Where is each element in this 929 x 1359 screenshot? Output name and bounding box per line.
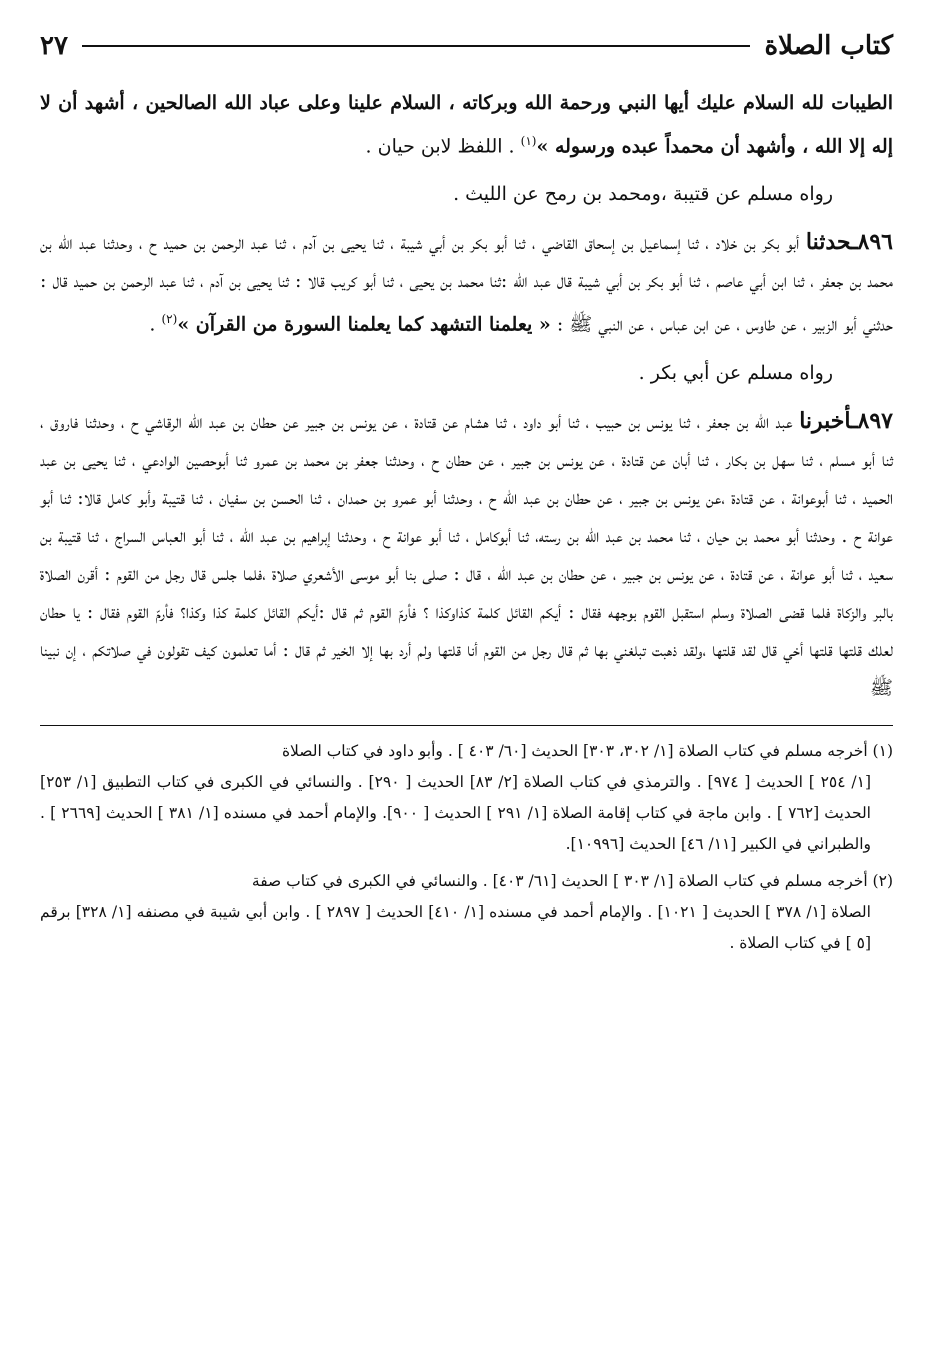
- narration-1: رواه مسلم عن قتيبة ،ومحمد بن رمح عن الليث .: [453, 183, 833, 206]
- main-text: [40, 84, 893, 707]
- book-page: [40, 28, 893, 965]
- hadith-896: [40, 223, 893, 343]
- footnote-2-first-line: (٢) أخرجه مسلم في كتاب الصلاة [١/ ٣٠٣ ] الحديث [٦١/ ٤٠٣] . والنسائي في الكبرى في كتاب صفة: [251, 871, 893, 890]
- continuation-tail: . اللفظ لابن حيان .: [365, 135, 521, 158]
- hadith-896-lead: حدثنا: [805, 229, 852, 256]
- footnote-1-continuation: [١/ ٢٥٤ ] الحديث [ ٩٧٤] . والترمذي في كتاب الصلاة [٢/ ٨٣] الحديث [ ٢٩٠] . والنسائي في الكبرى في كتاب التطبيق [١/ ٢٥٣] الحديث [٧٦٢ ] . وابن ماجة في كتاب إقامة الصلاة [١/ ٢٩١ ] الحديث [ ٩٠٠]. والإمام أحمد في مسنده [١/ ٣٨١ ] الحديث [٢٦٦٩ ] . والطبراني في الكبير [١١/ ٤٦] الحديث [١٠٩٩٦].: [40, 772, 872, 853]
- hadith-896-number: ٨٩٦ـ: [851, 229, 893, 256]
- hadith-897-text: عبد الله بن جعفر ، ثنا يونس بن حبيب ، ثنا أبو داود ، ثنا هشام عن قتادة ، عن يونس بن جبير عن حطان بن عبد الله الرقاشي ح ، وحدثنا فاروق ، ثنا أبو مسلم ، ثنا سهل بن بكار ، ثنا أبان عن قتادة ، عن يونس بن جبير ، عن حطان ح ، وحدثنا جعفر بن محمد بن عمرو ثنا أبوحصين الوادعي ، ثنا يحيى بن عبد الحميد ، ثنا أبوعوانة ، عن قتادة ،عن يونس بن جبير ، عن حطان بن عبد الله ح ، وحدثنا أبو عمرو بن حمدان ، ثنا الحسن بن سفيان ، ثنا قتيبة وأبو كامل قالا: ثنا أبو عوانة ح . وحدثنا أبو محمد بن حيان ، ثنا محمد بن عبد الله بن رسته، ثنا أبوكامل ، ثنا أبو عوانة ح ، وحدثنا إبراهيم بن عبد الله ، ثنا أبو العباس السراج ، ثنا قتيبة بن سعيد ، ثنا أبو عوانة ، عن قتادة ، عن يونس بن جبير ، عن حطان بن عبد الله ، قال : صلى بنا أبو موسى الأشعري صلاة ،فلما جلس قال رجل من القوم : أقرن الصلاة بالبر والزكاة فلما قضى الصلاة وسلم استقبل القوم بوجهه فقال : أيكم القائل كلمة كذاوكذا ؟ فأرمّ القوم ثم قال :أيكم القائل كلمة كذا وكذا؟ فأرمّ القوم فقال : يا حطان لعلك قلتها قلتها أخي قال لقد قلتها ،ولقد ذهبت تبلغني بها ثم قال رجل من القوم أنا قلتها ولم أرد بها إلا الخير ثم قال : أما تعلمون كيف تقولون في صلاتكم ، إن نبينا ﷺ: [40, 410, 893, 699]
- hadith-896-quote: « يعلمنا التشهد كما يعلمنا السورة من القرآن »: [177, 313, 551, 336]
- continuation-bold-text: الطيبات لله السلام عليك أيها النبي ورحمة الله وبركاته ، السلام علينا وعلى عباد الله الصالحين ، أشهد أن لا إله إلا الله ، وأشهد أن محمداً عبده ورسوله »: [40, 92, 893, 158]
- footnote-1: [40, 736, 893, 860]
- hadith-897: [40, 402, 893, 707]
- header-rule: [82, 45, 751, 47]
- page-number: ٢٧: [40, 31, 68, 61]
- footnote-ref-1: (١): [520, 134, 537, 148]
- hadith-896-tail: .: [149, 313, 162, 336]
- running-title: كتاب الصلاة: [764, 31, 893, 61]
- hadith-897-number: ٨٩٧ـ: [851, 407, 893, 434]
- footnotes: [40, 736, 893, 959]
- hadith-897-lead: أخبرنا: [799, 407, 852, 434]
- footnote-2: [40, 866, 893, 959]
- continuation-paragraph: [40, 84, 893, 165]
- footnote-2-continuation: الصلاة [١/ ٣٧٨ ] الحديث [ ١٠٢١] . والإمام أحمد في مسنده [١/ ٤١٠] الحديث [ ٢٨٩٧ ] . وابن أبي شيبة في مصنفه [١/ ٣٢٨] برقم [٥ ] في كتاب الصلاة .: [40, 902, 871, 952]
- footnote-1-first-line: (١) أخرجه مسلم في كتاب الصلاة [١/ ٣٠٢، ٣٠٣] الحديث [٦٠/ ٤٠٣ ] . وأبو داود في كتاب الصلاة: [281, 741, 893, 760]
- footnote-separator: [40, 725, 893, 726]
- page-header: [40, 28, 893, 64]
- hadith-896-text: أبو بكر بن خلاد ، ثنا إسماعيل بن إسحاق القاضي ، ثنا أبو بكر بن أبي شيبة ، ثنا يحيى بن آدم ، ثنا عبد الرحمن بن حميد ح ، وحدثنا عبد الله بن محمد بن جعفر ، ثنا ابن أبي عاصم ، ثنا أبو بكر بن أبي شيبة قال عبد الله :ثنا محمد بن يحيى ، ثنا أبو كريب قالا : ثنا يحيى بن آدم ، ثنا عبد الرحمن بن حميد قال : حدثني أبو الزبير ، عن طاوس ، عن ابن عباس ، عن النبي ﷺ :: [40, 232, 893, 336]
- narration-2: رواه مسلم عن أبي بكر .: [638, 361, 833, 384]
- footnote-ref-2: (٢): [161, 312, 178, 327]
